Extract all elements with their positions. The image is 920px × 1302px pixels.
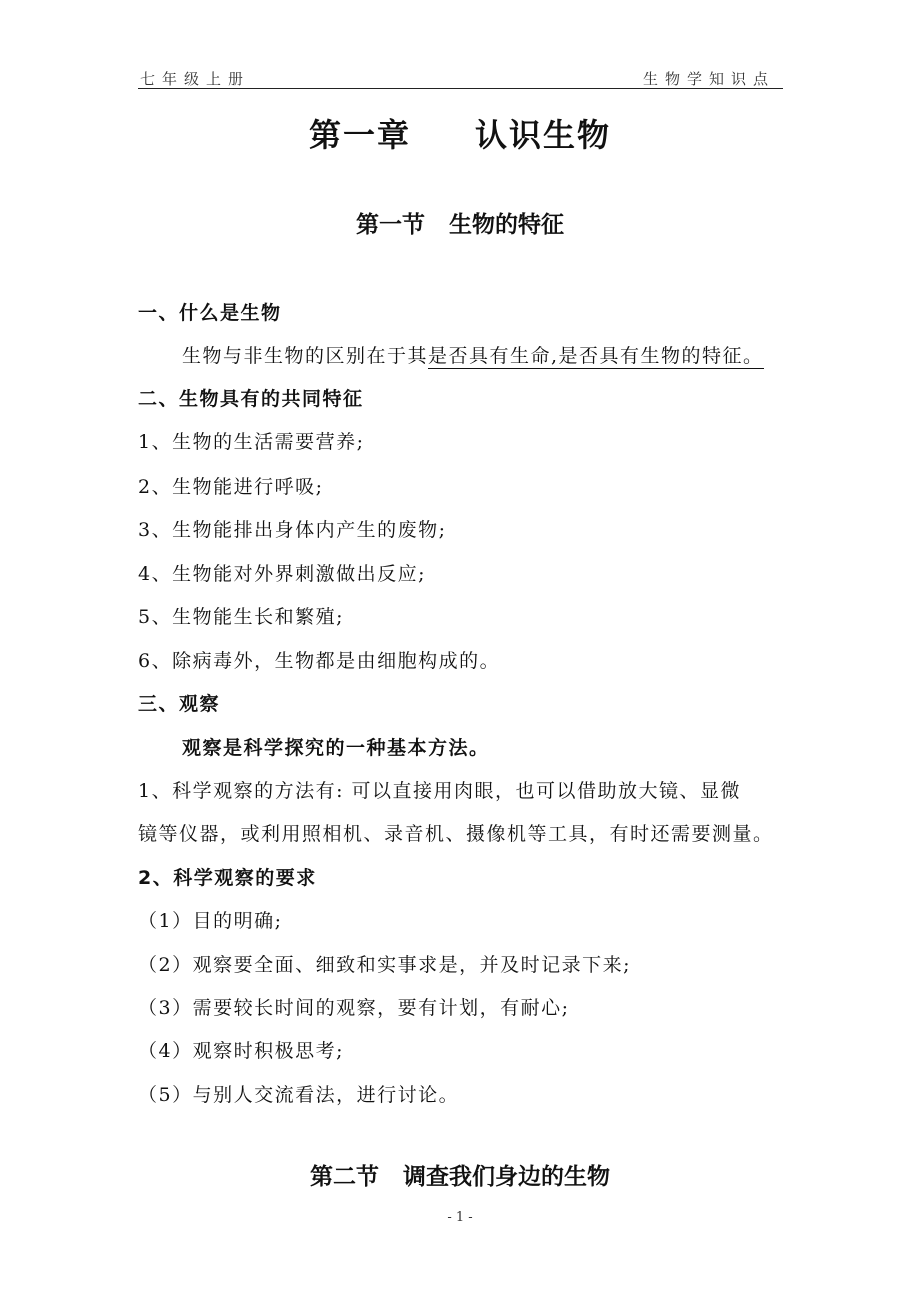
requirement-item-2: （2）观察要全面、细致和实事求是，并及时记录下来; (138, 954, 631, 976)
feature-item-3: 3、生物能排出身体内产生的废物; (138, 519, 447, 541)
header-right: 生物学知识点 (642, 70, 775, 88)
section-2-name: 调查我们身边的生物 (403, 1164, 610, 1190)
part-3-intro: 观察是科学探究的一种基本方法。 (182, 737, 490, 759)
section-1-title (0, 206, 920, 239)
page-header (138, 66, 783, 89)
part-3-heading: 三、观察 (138, 693, 221, 715)
header-left: 七年级上册 (140, 70, 251, 88)
requirement-item-3: （3）需要较长时间的观察，要有计划，有耐心; (138, 997, 570, 1019)
section-1-name: 生物的特征 (449, 212, 564, 238)
section-2-number: 第二节 (310, 1164, 379, 1190)
part-1-text (182, 341, 764, 368)
section-1-number: 第一节 (356, 212, 425, 238)
feature-item-5: 5、生物能生长和繁殖; (138, 606, 344, 628)
chapter-number: 第一章 (308, 116, 411, 154)
part-1-text-prefix: 生物与非生物的区别在于其 (182, 345, 429, 367)
requirement-item-5: （5）与别人交流看法，进行讨论。 (138, 1084, 460, 1106)
requirement-item-4: （4）观察时积极思考; (138, 1040, 344, 1062)
page-number: - 1 - (447, 1210, 473, 1225)
part-1-heading: 一、什么是生物 (138, 302, 282, 324)
feature-item-4: 4、生物能对外界刺激做出反应; (138, 563, 426, 585)
section-2-title (0, 1158, 920, 1191)
feature-item-1: 1、生物的生活需要营养; (138, 431, 365, 453)
part-1-text-underlined: 是否具有生命,是否具有生物的特征。 (428, 345, 764, 367)
chapter-title (0, 110, 920, 156)
part-2-heading: 二、生物具有的共同特征 (138, 388, 364, 410)
requirement-item-1: （1）目的明确; (138, 910, 283, 932)
feature-item-2: 2、生物能进行呼吸; (138, 476, 324, 498)
feature-item-6: 6、除病毒外，生物都是由细胞构成的。 (138, 650, 501, 672)
method-line-1: 1、科学观察的方法有: 可以直接用肉眼，也可以借助放大镜、显微 (138, 780, 742, 802)
requirements-heading: 2、科学观察的要求 (138, 867, 317, 889)
chapter-name: 认识生物 (475, 116, 612, 154)
method-line-2: 镜等仪器，或利用照相机、录音机、摄像机等工具，有时还需要测量。 (138, 823, 774, 845)
